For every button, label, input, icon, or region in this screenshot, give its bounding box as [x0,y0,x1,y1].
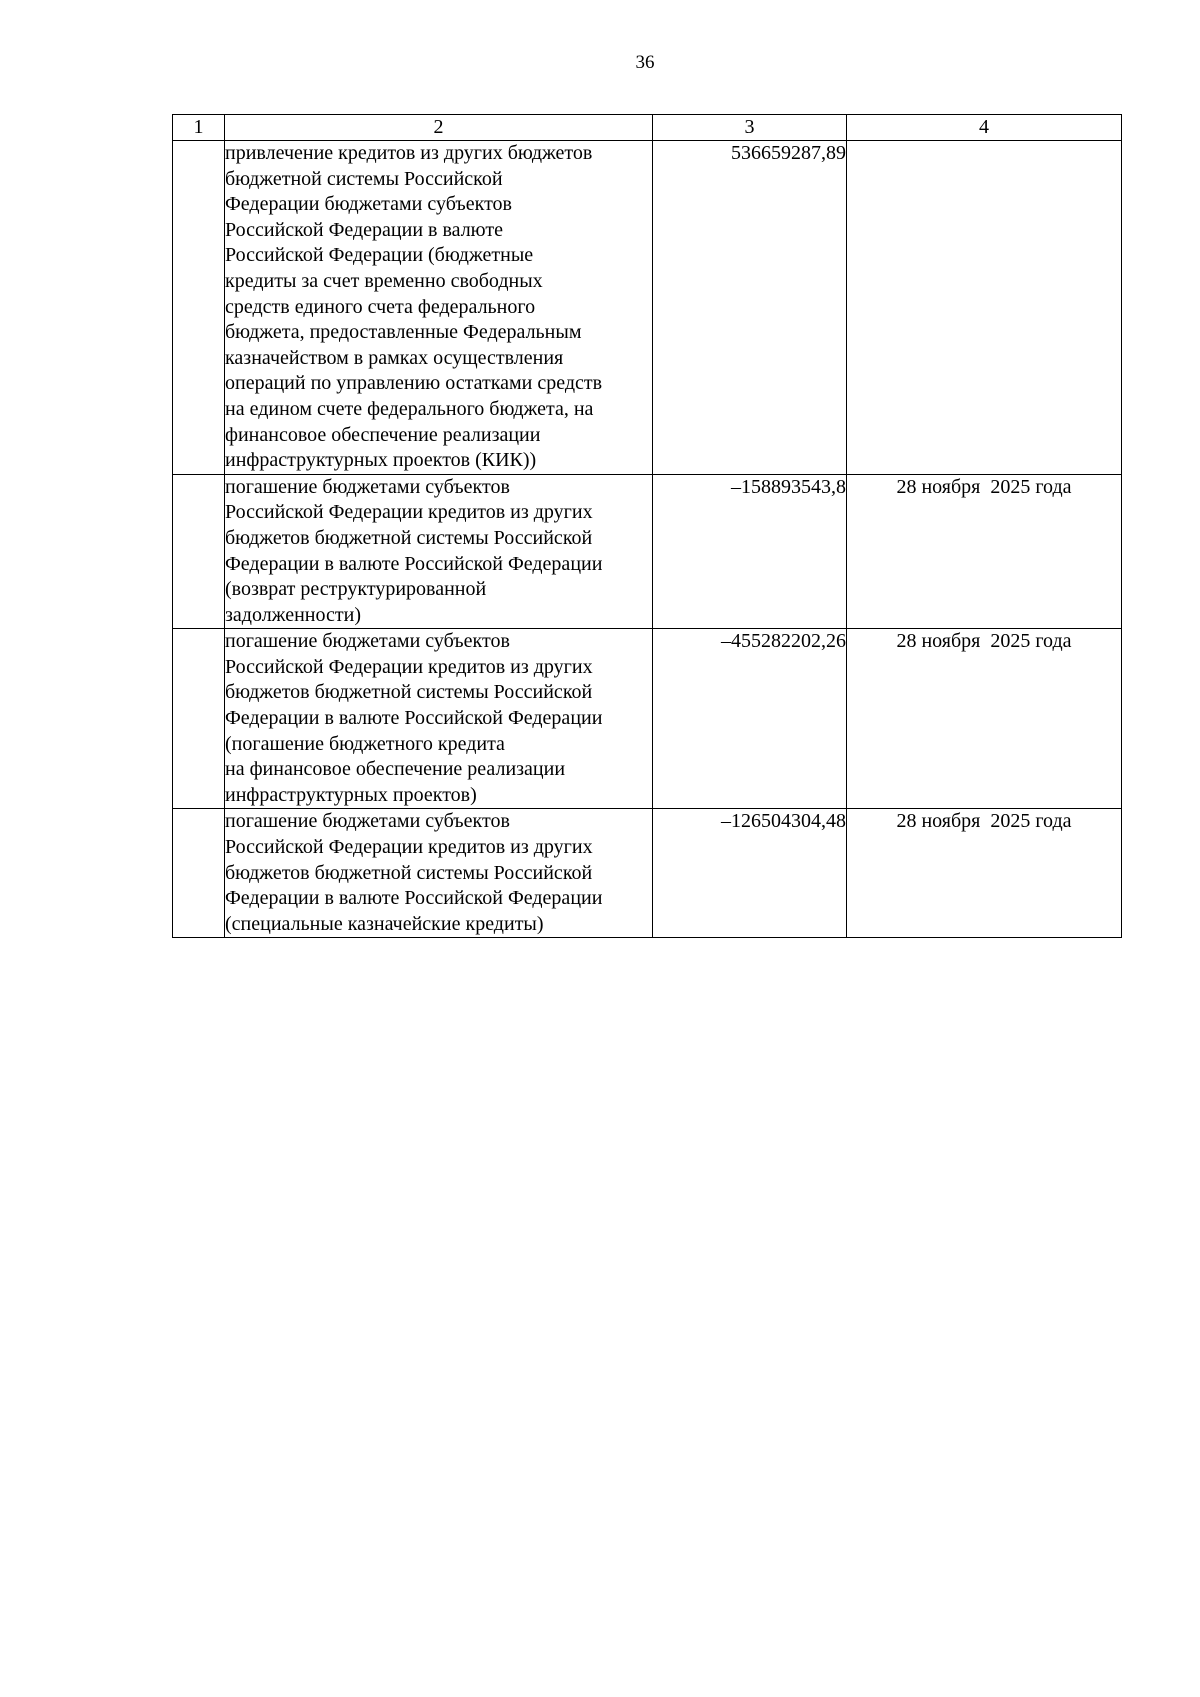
description-line: инфраструктурных проектов (КИК)) [225,449,537,472]
description-line: Российской Федерации кредитов из других [225,501,593,524]
column-header-2: 2 [225,115,653,141]
description-cell [225,474,653,629]
table-row [173,474,1122,629]
description-line: Российской Федерации (бюджетные [225,244,534,267]
description-line: бюджета, предоставленные Федеральным [225,321,582,344]
table-row [173,809,1122,938]
date-cell [847,141,1122,475]
date-cell: 28 ноября 2025 года [847,809,1122,938]
description-line: средств единого счета федерального [225,295,536,318]
row-number-cell [173,629,225,809]
description-line: Федерации в валюте Российской Федерации [225,707,603,730]
description-line: бюджетов бюджетной системы Российской [225,861,593,884]
description-line: на финансовое обеспечение реализации [225,758,566,781]
description-line: (специальные казначейские кредиты) [225,912,544,935]
description-line: кредиты за счет временно свободных [225,269,543,292]
amount-cell: –126504304,48 [653,809,847,938]
row-number-cell [173,141,225,475]
page-number: 36 [635,52,655,73]
description-line: бюджетов бюджетной системы Российской [225,526,593,549]
description-line: казначейством в рамках осуществления [225,346,564,369]
description-line: погашение бюджетами субъектов [225,475,510,498]
amount-cell: 536659287,89 [653,141,847,475]
description-line: операций по управлению остатками средств [225,372,603,395]
column-header-4: 4 [847,115,1122,141]
description-line: Российской Федерации кредитов из других [225,655,593,678]
description-line: (погашение бюджетного кредита [225,732,505,755]
description-line: бюджетов бюджетной системы Российской [225,681,593,704]
description-cell [225,809,653,938]
amount-cell: –455282202,26 [653,629,847,809]
description-line: инфраструктурных проектов) [225,783,477,806]
description-line: Федерации в валюте Российской Федерации [225,552,603,575]
description-cell [225,629,653,809]
description-line: Федерации бюджетами субъектов [225,193,513,216]
description-line: погашение бюджетами субъектов [225,630,510,653]
table-header-row [173,115,1122,141]
row-number-cell [173,474,225,629]
description-line: Федерации в валюте Российской Федерации [225,887,603,910]
description-line: Российской Федерации кредитов из других [225,836,593,859]
description-line: финансовое обеспечение реализации [225,423,541,446]
description-line: привлечение кредитов из других бюджетов [225,142,593,164]
description-line: на едином счете федерального бюджета, на [225,397,594,420]
table-row [173,629,1122,809]
description-line: погашение бюджетами субъектов [225,810,510,833]
description-line: (возврат реструктурированной [225,578,487,601]
date-cell: 28 ноября 2025 года [847,474,1122,629]
table-body [173,141,1122,938]
column-header-3: 3 [653,115,847,141]
description-line: задолженности) [225,603,361,626]
description-line: Российской Федерации в валюте [225,218,503,241]
table-row [173,141,1122,475]
row-number-cell [173,809,225,938]
budget-table [172,114,1122,938]
description-cell [225,141,653,475]
date-cell: 28 ноября 2025 года [847,629,1122,809]
column-header-1: 1 [173,115,225,141]
description-line: бюджетной системы Российской [225,167,503,190]
amount-cell: –158893543,8 [653,474,847,629]
